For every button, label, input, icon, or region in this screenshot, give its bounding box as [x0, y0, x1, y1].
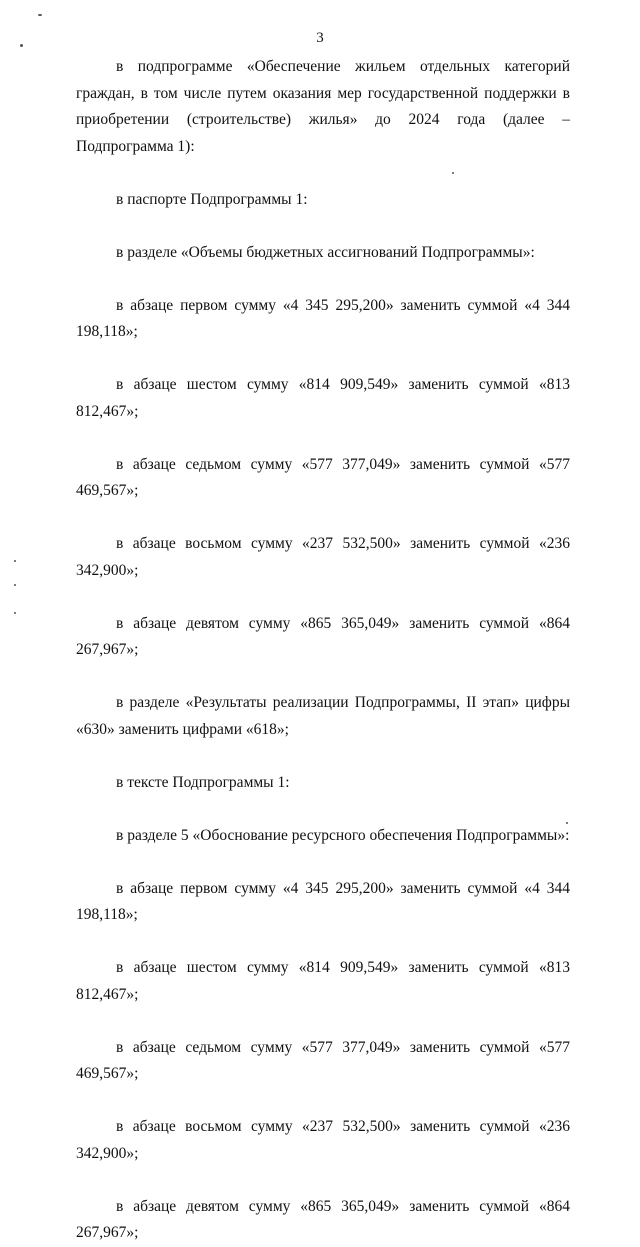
scan-speck — [14, 612, 16, 614]
paragraph: в абзаце первом сумму «4 345 295,200» заменить суммой «4 344 198,118»; — [76, 879, 570, 923]
scan-speck — [14, 584, 16, 586]
paragraph: в тексте Подпрограммы 1: — [116, 773, 290, 791]
paragraph: в абзаце девятом сумму «865 365,049» заменить суммой «864 267,967»; — [76, 614, 570, 658]
paragraph: в абзаце восьмом сумму «237 532,500» заменить суммой «236 342,900»; — [76, 1118, 570, 1162]
paragraph: в абзаце первом сумму «4 345 295,200» заменить суммой «4 344 198,118»; — [76, 296, 570, 340]
paragraph: в разделе «Результаты реализации Подпрограммы, II этап» цифры «630» заменить цифрами «618»; — [76, 694, 570, 738]
paragraph: в абзаце шестом сумму «814 909,549» заменить суммой «813 812,467»; — [76, 959, 570, 1003]
paragraph: в абзаце шестом сумму «814 909,549» заменить суммой «813 812,467»; — [76, 376, 570, 420]
paragraph: в разделе 5 «Обоснование ресурсного обеспечения Подпрограммы»: — [116, 826, 570, 844]
paragraph: в абзаце седьмом сумму «577 377,049» заменить суммой «577 469,567»; — [76, 455, 570, 499]
paragraph: в абзаце седьмом сумму «577 377,049» заменить суммой «577 469,567»; — [76, 1038, 570, 1082]
scan-speck — [38, 14, 42, 16]
paragraph: в абзаце девятом сумму «865 365,049» заменить суммой «864 267,967»; — [76, 1197, 570, 1241]
paragraph: в разделе «Объемы бюджетных ассигнований Подпрограммы»: — [116, 243, 535, 261]
scan-speck — [20, 44, 23, 47]
paragraph: в подпрограмме «Обеспечение жильем отдельных категорий граждан, в том числе путем оказания мер государственной поддержки в приобретении (строительстве) жилья» до 2024 года (далее – Подпрограмма 1): — [76, 58, 570, 155]
paragraph: в абзаце восьмом сумму «237 532,500» заменить суммой «236 342,900»; — [76, 535, 570, 579]
document-body — [76, 54, 570, 1247]
page-number: 3 — [316, 30, 324, 46]
paragraph: в паспорте Подпрограммы 1: — [116, 190, 308, 208]
scan-speck — [14, 560, 16, 562]
scan-speck — [452, 172, 454, 174]
scan-speck — [566, 822, 568, 824]
